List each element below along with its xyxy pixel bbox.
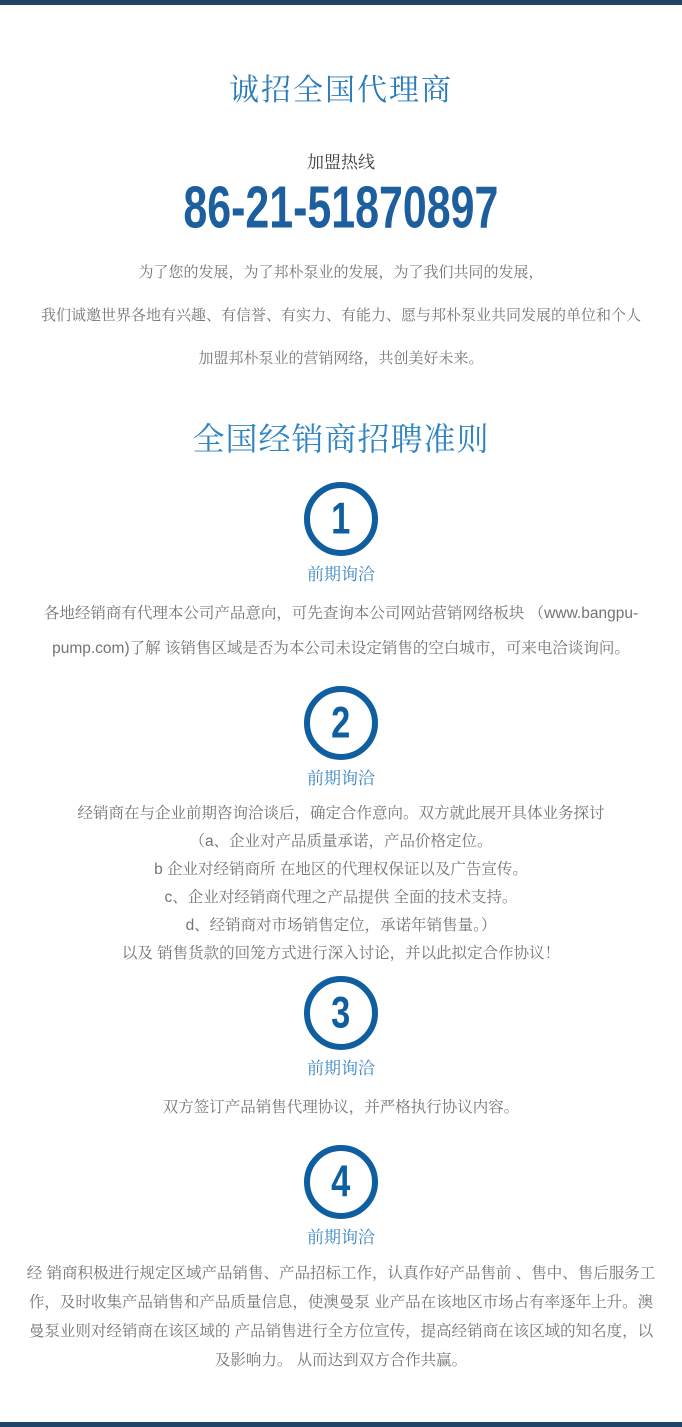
- step-text-line: 经 销商积极进行规定区域产品销售、产品招标工作，认真作好产品售前 、售中、售后服务工: [26, 1265, 656, 1282]
- intro-paragraph: [0, 251, 682, 380]
- step-1-label: 前期询洽: [307, 565, 375, 584]
- step-4-label: 前期询洽: [307, 1228, 375, 1247]
- step-text-line: （a、企业对产品质量承诺，产品价格定位。: [189, 833, 493, 850]
- step-2-number: 2: [331, 697, 351, 748]
- step-4: [0, 1145, 682, 1375]
- step-1: [0, 482, 682, 666]
- step-3-label: 前期询洽: [307, 1059, 375, 1078]
- intro-line: 加盟邦朴泵业的营销网络，共创美好未来。: [198, 350, 484, 367]
- step-3-circle-icon: [304, 976, 378, 1050]
- step-4-text: [3, 1259, 679, 1375]
- step-text-line: 各地经销商有代理本公司产品意向，可先查询本公司网站营销网络板块 （www.bangpu-: [43, 605, 639, 622]
- step-4-circle-icon: [304, 1145, 378, 1219]
- step-2-circle-icon: [304, 686, 378, 760]
- intro-line: 我们诚邀世界各地有兴趣、有信誉、有实力、有能力、愿与邦朴泵业共同发展的单位和个人: [40, 307, 641, 324]
- step-text-line: 经销商在与企业前期咨询洽谈后，确定合作意向。双方就此展开具体业务探讨: [77, 805, 605, 822]
- step-text-line: 曼泵业则对经销商在该区域的 产品销售进行全方位宣传，提高经销商在该区域的知名度，以: [28, 1323, 654, 1340]
- page-title: 诚招全国代理商: [229, 74, 453, 107]
- top-divider-bar: [0, 0, 682, 5]
- hotline-label: 加盟热线: [307, 153, 375, 172]
- step-text-line: 双方签订产品销售代理协议，并严格执行协议内容。: [162, 1099, 520, 1116]
- step-3-text: [3, 1090, 679, 1125]
- step-2-text: [3, 800, 679, 968]
- bottom-divider-bar: [0, 1422, 682, 1427]
- section-title: 全国经销商招聘准则: [192, 421, 490, 457]
- step-3-number: 3: [331, 987, 351, 1038]
- step-4-number: 4: [331, 1156, 351, 1207]
- step-1-text: [3, 596, 679, 666]
- step-1-circle-icon: [304, 482, 378, 556]
- step-text-line: d、经销商对市场销售定位，承诺年销售量。）: [185, 917, 497, 934]
- step-text-line: 以及 销售货款的回笼方式进行深入讨论，并以此拟定合作协议！: [121, 945, 561, 962]
- step-text-line: 作，及时收集产品销售和产品质量信息，使澳曼泵 业产品在该地区市场占有率逐年上升。澳: [28, 1294, 654, 1311]
- step-text-line: c、企业对经销商代理之产品提供 全面的技术支持。: [164, 889, 518, 906]
- step-text-line: pump.com)了解 该销售区域是否为本公司未设定销售的空白城市，可来电洽谈询问。: [52, 640, 630, 657]
- step-2-label: 前期询洽: [307, 769, 375, 788]
- step-3: [0, 976, 682, 1125]
- step-text-line: 及影响力。 从而达到双方合作共赢。: [214, 1352, 468, 1369]
- intro-line: 为了您的发展，为了邦朴泵业的发展，为了我们共同的发展，: [138, 264, 544, 281]
- step-text-line: b 企业对经销商所 在地区的代理权保证以及广告宣传。: [154, 861, 528, 878]
- hotline-phone-number: 86-21-51870897: [183, 174, 499, 241]
- hotline-row: [0, 174, 682, 241]
- step-1-number: 1: [331, 493, 351, 544]
- step-2: [0, 686, 682, 968]
